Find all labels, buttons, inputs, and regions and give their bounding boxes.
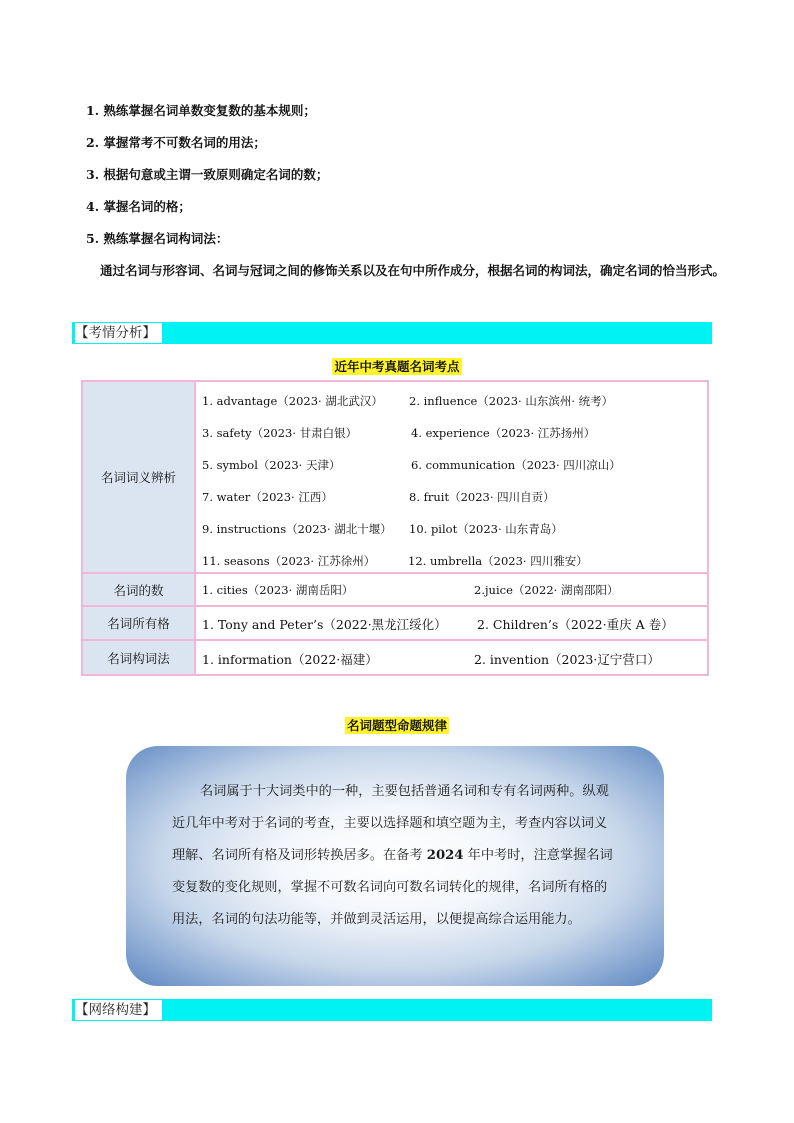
objective-5: 5. 熟练掌握名词构词法： [86, 231, 229, 246]
rules-box [126, 746, 664, 986]
rules-text-part1: 名词属于十大词类中的一种，主要包括普通名词和专有名词两种。纵观近几年中考对于名词的考查，主要以选择题和填空题为主，考查内容以词义理解、名词所有格及词形转换居多。在备考 [172, 784, 609, 863]
table-item: 2. influence（2023· 山东滨州· 统考） [409, 394, 614, 408]
section-bar-network [72, 999, 712, 1021]
table-row [82, 606, 708, 640]
objective-2: 2. 掌握常考不可数名词的用法； [86, 135, 266, 150]
section-title-analysis: 【考情分析】 [74, 322, 163, 344]
rules-text [172, 776, 618, 936]
table-item: 5. symbol（2023· 天津） [202, 458, 341, 472]
rules-text-part2: 年中考时，注意掌握名词变复数的变化规则，掌握不可数名词向可数名词转化的规律，名词所有格的用法，名词的句法功能等，并做到灵活运用，以便提高综合运用能力。 [172, 848, 613, 927]
row-header: 名词词义辨析 [82, 381, 195, 573]
table-item: 1. information（2022·福建） [202, 652, 378, 667]
table-caption [0, 357, 794, 375]
table-item: 4. experience（2023· 江苏扬州） [411, 426, 596, 440]
rules-text-year: 2024 [426, 848, 464, 863]
row-header: 名词所有格 [82, 606, 195, 640]
table-item: 12. umbrella（2023· 四川雅安） [408, 554, 588, 568]
row-items [195, 606, 708, 640]
row-items [195, 640, 708, 675]
table-item: 1. advantage（2023· 湖北武汉） [202, 394, 383, 408]
table-item: 2.juice（2022· 湖南邵阳） [474, 583, 619, 597]
objective-4: 4. 掌握名词的格； [86, 199, 191, 214]
table-caption-text: 近年中考真题名词考点 [334, 359, 460, 374]
objective-3: 3. 根据句意或主谓一致原则确定名词的数； [86, 167, 329, 182]
table-row [82, 381, 708, 573]
table-item: 11. seasons（2023· 江苏徐州） [202, 554, 376, 568]
exam-points-table [81, 380, 709, 676]
table-item: 9. instructions（2023· 湖北十堰） [202, 522, 392, 536]
table-item: 2. Children’s（2022·重庆 A 卷） [477, 617, 674, 632]
table-item: 10. pilot（2023· 山东青岛） [409, 522, 563, 536]
rules-caption [0, 716, 794, 734]
table-item: 1. Tony and Peter’s（2022·黑龙江绥化） [202, 617, 447, 632]
table-item: 6. communication（2023· 四川凉山） [411, 458, 621, 472]
table-item: 7. water（2023· 江西） [202, 490, 333, 504]
table-item: 3. safety（2023· 甘肃白银） [202, 426, 358, 440]
table-row [82, 640, 708, 675]
objective-1: 1. 熟练掌握名词单数变复数的基本规则； [86, 103, 316, 118]
rules-caption-text: 名词题型命题规律 [346, 718, 447, 733]
table-item: 1. cities（2023· 湖南岳阳） [202, 583, 354, 597]
section-bar-analysis [72, 322, 712, 344]
table-row [82, 573, 708, 606]
objective-note-text: 通过名词与形容词、名词与冠词之间的修饰关系以及在句中所作成分，根据名词的构词法，确定名词的恰当形式。 [100, 263, 726, 278]
table-item: 8. fruit（2023· 四川自贡） [409, 490, 555, 504]
table-item: 2. invention（2023·辽宁营口） [474, 652, 660, 667]
objective-note [86, 255, 726, 287]
row-header: 名词构词法 [82, 640, 195, 675]
row-items [195, 573, 708, 606]
row-items [195, 381, 708, 573]
section-title-network: 【网络构建】 [74, 999, 163, 1021]
row-header: 名词的数 [82, 573, 195, 606]
